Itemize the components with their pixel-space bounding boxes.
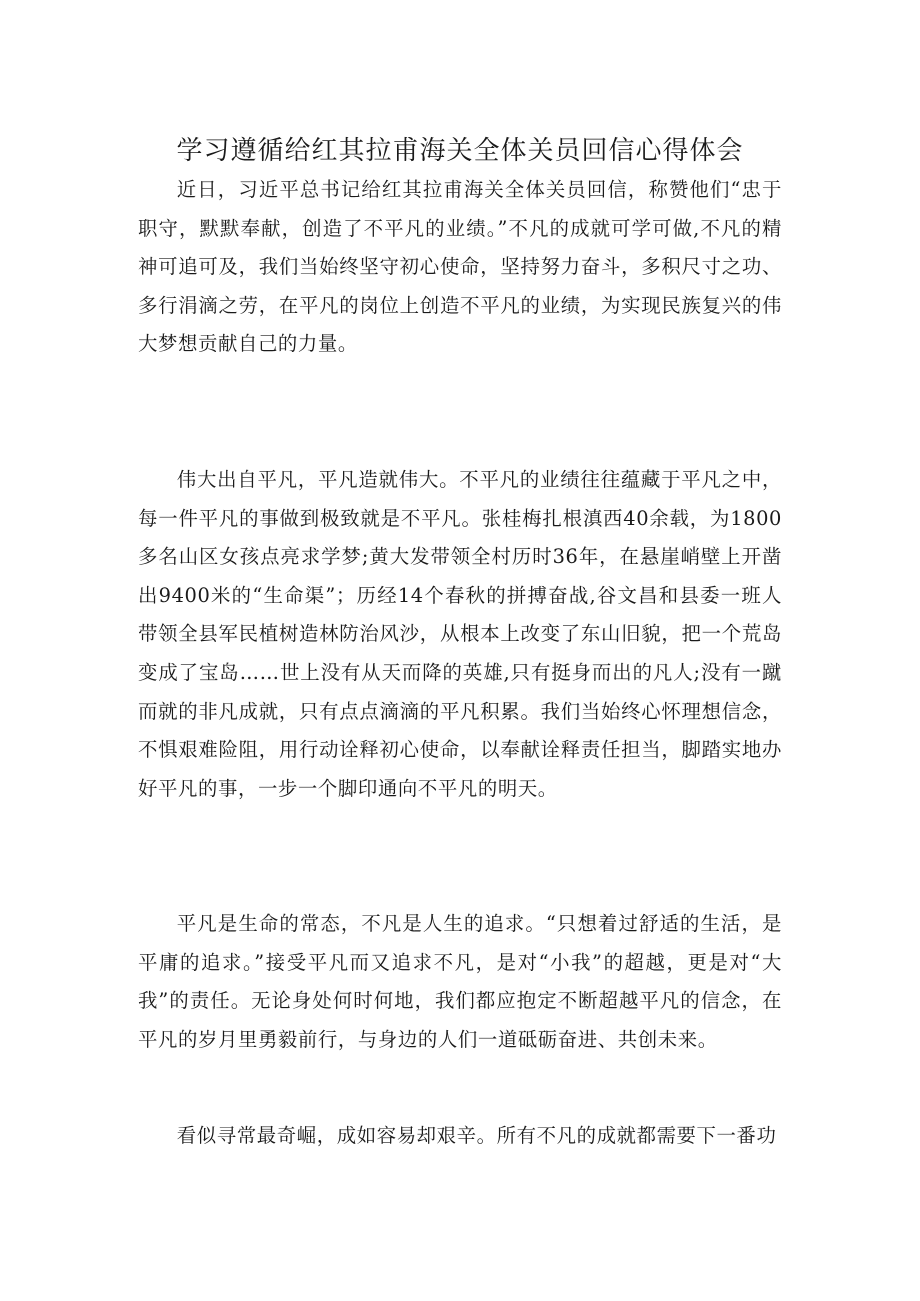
document-title: 学习遵循给红其拉甫海关全体关员回信心得体会 xyxy=(176,136,744,166)
document-page xyxy=(138,0,782,1301)
paragraph-1: 近日，习近平总书记给红其拉甫海关全体关员回信，称赞他们“忠于职守，默默奉献，创造了不平凡的业绩。”不凡的成就可学可做,不凡的精神可追可及，我们当始终坚守初心使命，坚持努力奋斗，多积尺寸之功、多行涓滴之劳，在平凡的岗位上创造不平凡的业绩，为实现民族复兴的伟大梦想贡献自己的力量。 xyxy=(138,178,782,356)
paragraph-4: 看似寻常最奇崛，成如容易却艰辛。所有不凡的成就都需要下一番功 xyxy=(176,1124,777,1147)
paragraph-2: 伟大出自平凡，平凡造就伟大。不平凡的业绩往往蕴藏于平凡之中，每一件平凡的事做到极致就是不平凡。张桂梅扎根滇西40余载，为1800多名山区女孩点亮求学梦;黄大发带领全村历时36年，在悬崖峭壁上开凿出9400米的“生命渠”；历经14个春秋的拼搏奋战,谷文昌和县委一班人带领全县军民植树造林防治风沙，从根本上改变了东山旧貌，把一个荒岛变成了宝岛……世上没有从天而降的英雄,只有挺身而出的凡人;没有一蹴而就的非凡成就，只有点点滴滴的平凡积累。我们当始终心怀理想信念，不惧艰难险阻，用行动诠释初心使命，以奉献诠释责任担当，脚踏实地办好平凡的事，一步一个脚印通向不平凡的明天。 xyxy=(138,468,782,800)
paragraph-3: 平凡是生命的常态，不凡是人生的追求。“只想着过舒适的生活，是平庸的追求。”接受平凡而又追求不凡，是对“小我”的超越，更是对“大我”的责任。无论身处何时何地，我们都应抱定不断超越平凡的信念，在平凡的岁月里勇毅前行，与身边的人们一道砥砺奋进、共创未来。 xyxy=(138,912,782,1051)
